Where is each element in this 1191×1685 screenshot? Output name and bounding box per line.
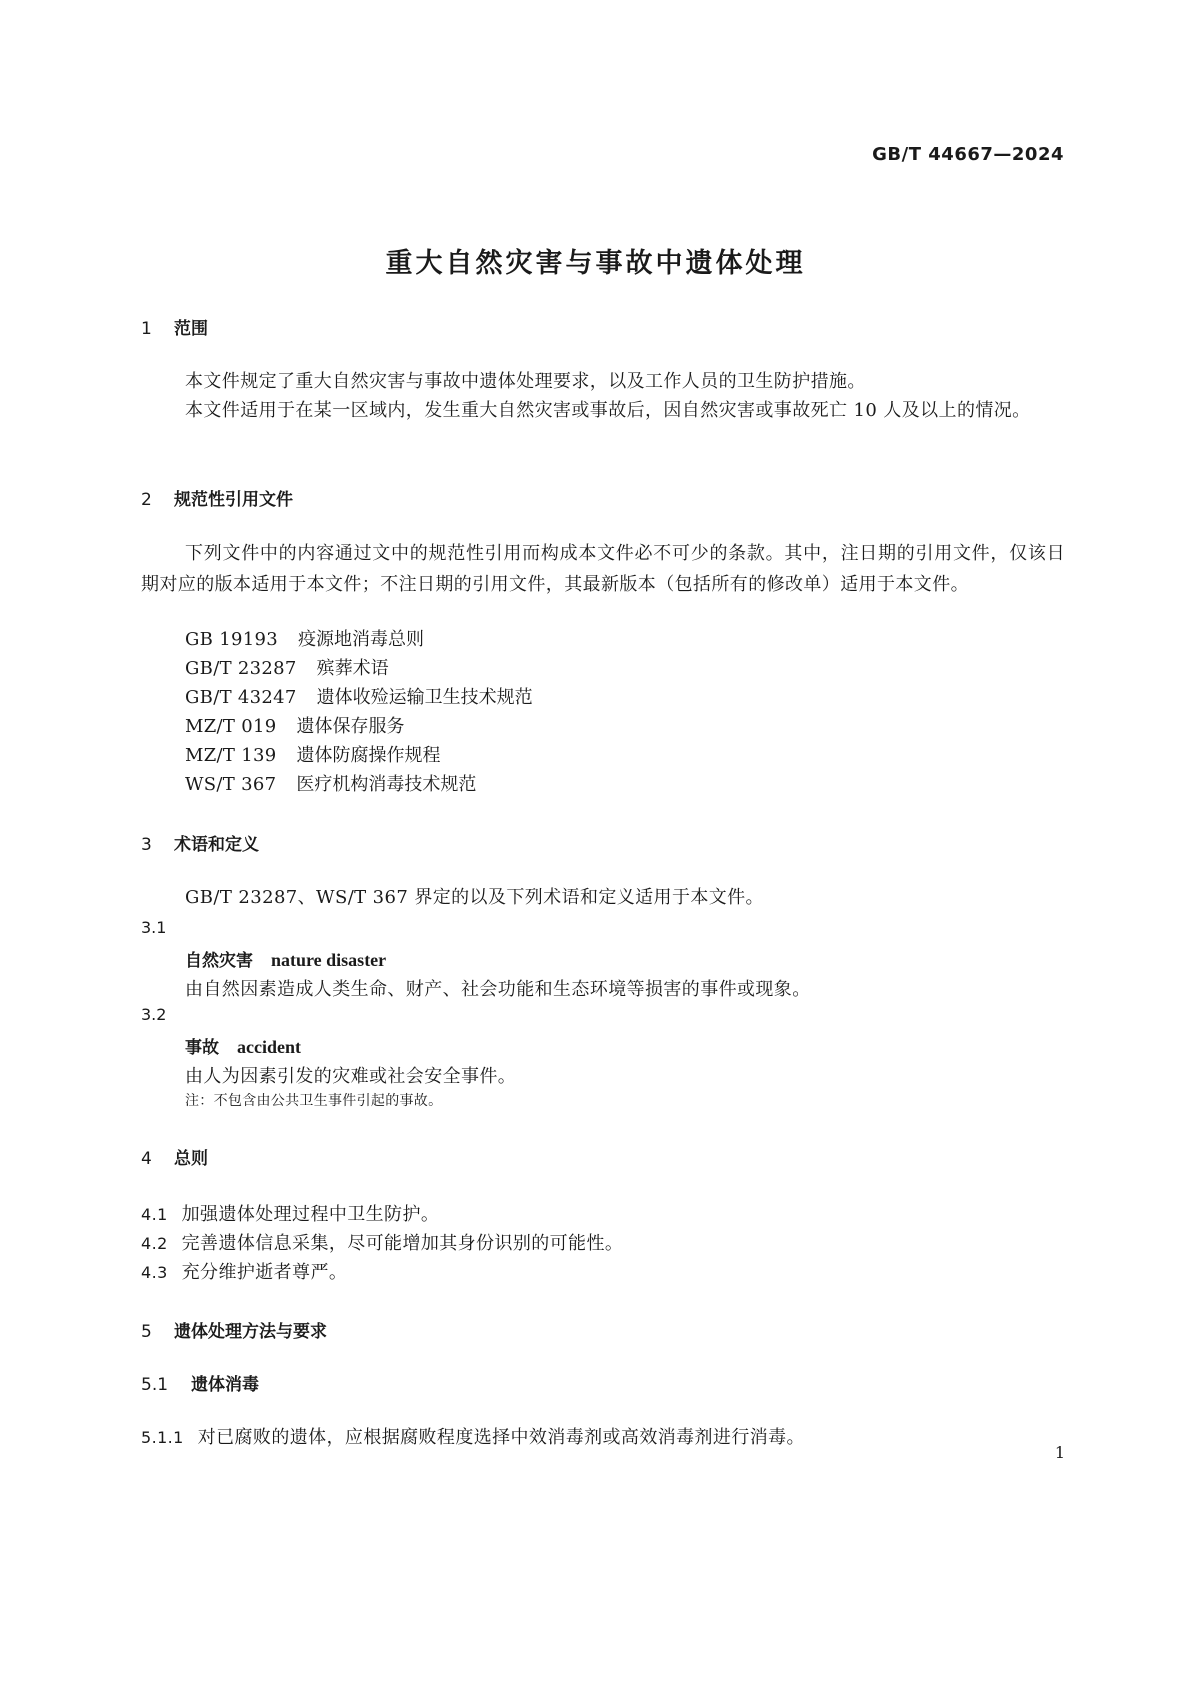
- reference-item: [185, 769, 476, 800]
- term-en: accident: [237, 1037, 301, 1057]
- term-definition: 由自然因素造成人类生命、财产、社会功能和生态环境等损害的事件或现象。: [185, 979, 811, 1000]
- subsection-heading: [141, 1370, 259, 1395]
- reference-code: GB 19193: [185, 629, 278, 650]
- clause: [141, 1229, 623, 1255]
- section-title: 遗体处理方法与要求: [174, 1322, 327, 1342]
- paragraph: 本文件适用于在某一区域内，发生重大自然灾害或事故后，因自然灾害或事故死亡 10 人及以上的情况。: [185, 400, 1031, 421]
- reference-code: GB/T 43247: [185, 687, 297, 708]
- clause-number: 4.3: [141, 1263, 168, 1282]
- reference-code: MZ/T 139: [185, 745, 277, 766]
- section-title: 规范性引用文件: [174, 490, 293, 510]
- section-number: 2: [141, 490, 152, 510]
- section-number: 4: [141, 1149, 152, 1169]
- section-number: 3: [141, 835, 152, 855]
- page-number: 1: [1054, 1443, 1065, 1462]
- term-en: nature disaster: [271, 950, 387, 970]
- clause: [141, 1258, 347, 1284]
- section-number: 1: [141, 319, 152, 339]
- subsection-title: 遗体消毒: [191, 1375, 259, 1395]
- reference-title: 遗体收殓运输卫生技术规范: [316, 687, 533, 708]
- paragraph: 本文件规定了重大自然灾害与事故中遗体处理要求，以及工作人员的卫生防护措施。: [185, 371, 866, 392]
- reference-item: [185, 653, 389, 684]
- clause-number: 4.1: [141, 1205, 168, 1224]
- term-note: [185, 1090, 442, 1110]
- term-number: 3.2: [141, 1005, 167, 1024]
- section-3-heading: [141, 830, 259, 855]
- reference-item: [185, 711, 405, 742]
- paragraph: 下列文件中的内容通过文中的规范性引用而构成本文件必不可少的条款。其中，注日期的引用文件，仅该日期对应的版本适用于本文件；不注日期的引用文件，其最新版本（包括所有的修改单）适用于本文件。: [141, 543, 1065, 595]
- note-label: 注：: [185, 1093, 214, 1109]
- paragraph: GB/T 23287、WS/T 367 界定的以及下列术语和定义适用于本文件。: [185, 887, 764, 908]
- section-title: 术语和定义: [174, 835, 259, 855]
- reference-code: GB/T 23287: [185, 658, 297, 679]
- document-title: 重大自然灾害与事故中遗体处理: [385, 248, 806, 279]
- section-title: 范围: [174, 319, 208, 339]
- reference-code: MZ/T 019: [185, 716, 277, 737]
- reference-title: 疫源地消毒总则: [298, 629, 424, 650]
- section-2-heading: [141, 485, 293, 510]
- section-5-heading: [141, 1317, 327, 1342]
- term-number: 3.1: [141, 918, 167, 937]
- clause-text: 完善遗体信息采集，尽可能增加其身份识别的可能性。: [181, 1233, 624, 1254]
- reference-title: 医疗机构消毒技术规范: [296, 774, 477, 795]
- reference-item: [185, 624, 424, 655]
- clause: [141, 1200, 439, 1226]
- term-definition: 由人为因素引发的灾难或社会安全事件。: [185, 1066, 517, 1087]
- section-1-heading: [141, 314, 208, 339]
- reference-title: 遗体防腐操作规程: [296, 745, 441, 766]
- clause-text: 充分维护逝者尊严。: [181, 1262, 348, 1283]
- term-entry: [185, 1033, 301, 1058]
- clause-text: 对已腐败的遗体，应根据腐败程度选择中效消毒剂或高效消毒剂进行消毒。: [197, 1427, 805, 1448]
- section-title: 总则: [174, 1149, 208, 1169]
- term-zh: 自然灾害: [185, 951, 253, 971]
- reference-item: [185, 740, 441, 771]
- clause-number: 4.2: [141, 1234, 168, 1253]
- term-entry: [185, 946, 386, 971]
- section-number: 5: [141, 1322, 152, 1342]
- subsection-number: 5.1: [141, 1375, 169, 1395]
- reference-title: 遗体保存服务: [296, 716, 405, 737]
- term-zh: 事故: [185, 1038, 219, 1058]
- reference-title: 殡葬术语: [316, 658, 389, 679]
- section-4-heading: [141, 1144, 208, 1169]
- reference-code: WS/T 367: [185, 774, 277, 795]
- reference-item: [185, 682, 533, 713]
- clause-number: 5.1.1: [141, 1428, 184, 1447]
- standard-code: GB/T 44667—2024: [872, 144, 1064, 165]
- clause-text: 加强遗体处理过程中卫生防护。: [181, 1204, 440, 1225]
- note-text: 不包含由公共卫生事件引起的事故。: [213, 1093, 443, 1109]
- clause: [141, 1423, 805, 1449]
